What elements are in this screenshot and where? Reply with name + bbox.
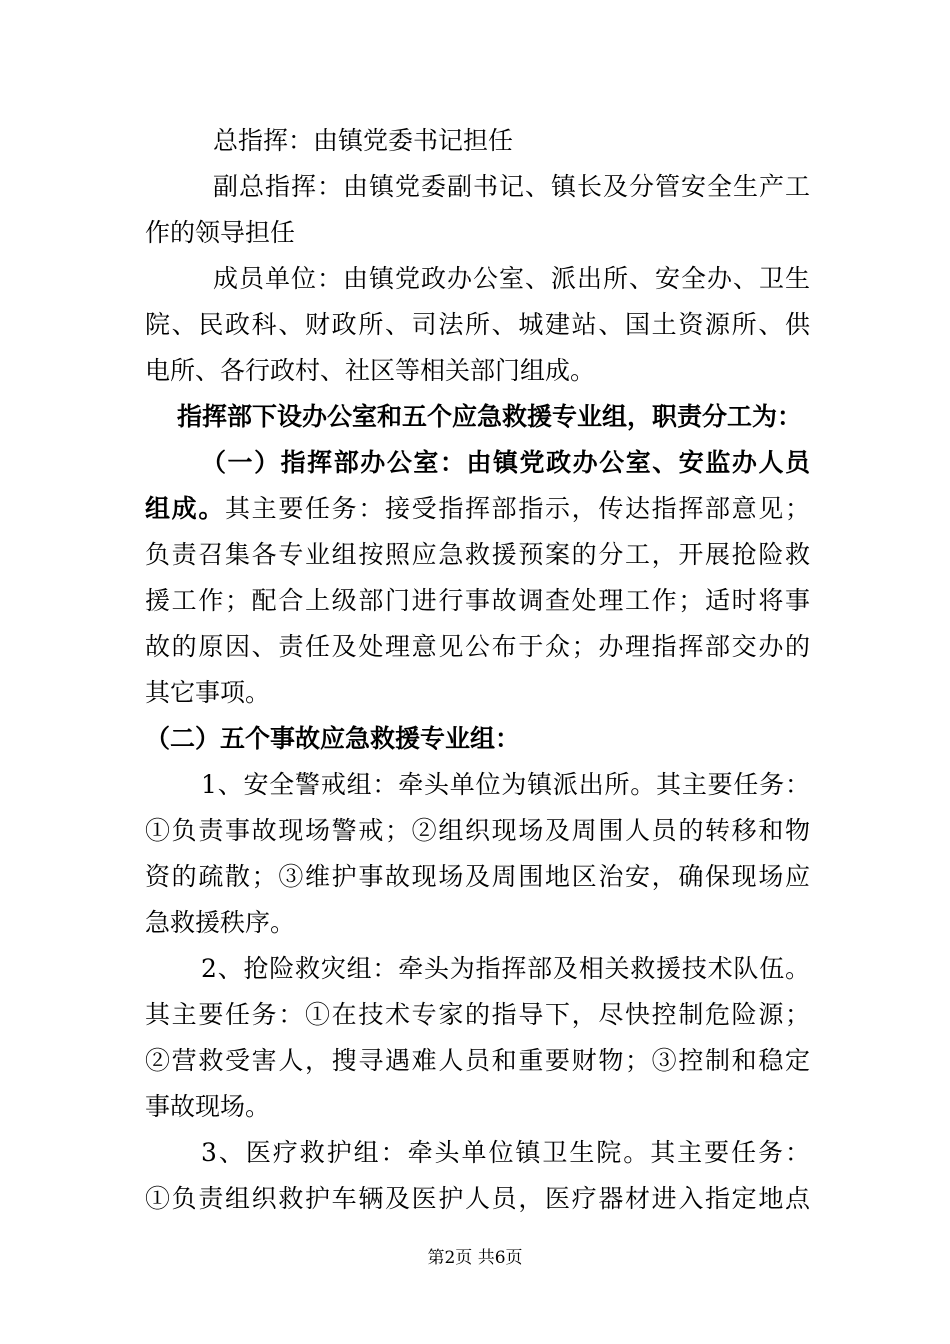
- text-line: 总指挥：由镇党委书记担任: [213, 126, 514, 155]
- text-line: 其它事项。: [145, 678, 271, 707]
- section-heading-office: [145, 440, 810, 486]
- paragraph-office-tasks-cont: [145, 624, 810, 670]
- text-line: 其主要任务：①在技术专家的指导下，尽快控制危险源；: [145, 1000, 810, 1029]
- text-line: 2、抢险救灾组：牵头为指挥部及相关救援技术队伍。: [201, 954, 810, 983]
- text-line: 电所、各行政村、社区等相关部门组成。: [145, 356, 596, 385]
- text-line: 指挥部下设办公室和五个应急救援专业组，职责分工为：: [177, 402, 803, 431]
- section-heading-structure: [145, 394, 810, 440]
- paragraph-office-tasks-cont: [145, 670, 810, 716]
- text-line: 援工作；配合上级部门进行事故调查处理工作；适时将事: [145, 586, 810, 615]
- paragraph-member-units-cont: [145, 348, 810, 394]
- paragraph-security-group-cont: [145, 808, 810, 854]
- paragraph-deputy-commander: [145, 164, 810, 210]
- paragraph-deputy-commander-cont: [145, 210, 810, 256]
- page-footer: [0, 1243, 950, 1268]
- text-line: ①负责组织救护车辆及医护人员，医疗器材进入指定地点: [145, 1184, 810, 1213]
- text-line: 院、民政科、财政所、司法所、城建站、国土资源所、供: [145, 310, 810, 339]
- paragraph-rescue-group: [145, 946, 810, 992]
- text-line: （一）指挥部办公室：由镇党政办公室、安监办人员: [201, 448, 810, 477]
- paragraph-rescue-group-cont: [145, 992, 810, 1038]
- paragraph-member-units-cont: [145, 302, 810, 348]
- paragraph-office-tasks-cont: [145, 532, 810, 578]
- paragraph-security-group-cont: [145, 900, 810, 946]
- paragraph-medical-group: [145, 1130, 810, 1176]
- paragraph-security-group-cont: [145, 854, 810, 900]
- paragraph-commander: [145, 118, 810, 164]
- text-line: （二）五个事故应急救援专业组：: [145, 724, 521, 753]
- text-line: 1、安全警戒组：牵头单位为镇派出所。其主要任务：: [201, 770, 810, 799]
- section-heading-groups: [145, 716, 810, 762]
- paragraph-office-tasks: [145, 486, 810, 532]
- text-line: 负责召集各专业组按照应急救援预案的分工，开展抢险救: [145, 540, 810, 569]
- paragraph-office-tasks-cont: [145, 578, 810, 624]
- text-line: 急救援秩序。: [145, 908, 296, 937]
- text-line: 作的领导担任: [145, 218, 296, 247]
- paragraph-rescue-group-cont: [145, 1084, 810, 1130]
- document-body: [145, 118, 810, 1222]
- text-line: 事故现场。: [145, 1092, 271, 1121]
- text-line: 副总指挥：由镇党委副书记、镇长及分管安全生产工: [213, 172, 810, 201]
- text-line: 资的疏散；③维护事故现场及周围地区治安，确保现场应: [145, 862, 810, 891]
- text-fragment: 其主要任务：接受指挥部指示，传达指挥部意见；: [225, 494, 810, 523]
- paragraph-security-group: [145, 762, 810, 808]
- paragraph-rescue-group-cont: [145, 1038, 810, 1084]
- page-number-label: 第2页 共6页: [427, 1248, 523, 1268]
- text-line: 3、医疗救护组：牵头单位镇卫生院。其主要任务：: [201, 1138, 810, 1167]
- text-line: 故的原因、责任及处理意见公布于众；办理指挥部交办的: [145, 632, 810, 661]
- paragraph-medical-group-cont: [145, 1176, 810, 1222]
- text-line: 成员单位：由镇党政办公室、派出所、安全办、卫生: [213, 264, 810, 293]
- text-bold-fragment: 组成。: [145, 494, 225, 523]
- text-line: ②营救受害人，搜寻遇难人员和重要财物；③控制和稳定: [145, 1046, 810, 1075]
- text-line: ①负责事故现场警戒；②组织现场及周围人员的转移和物: [145, 816, 810, 845]
- paragraph-member-units: [145, 256, 810, 302]
